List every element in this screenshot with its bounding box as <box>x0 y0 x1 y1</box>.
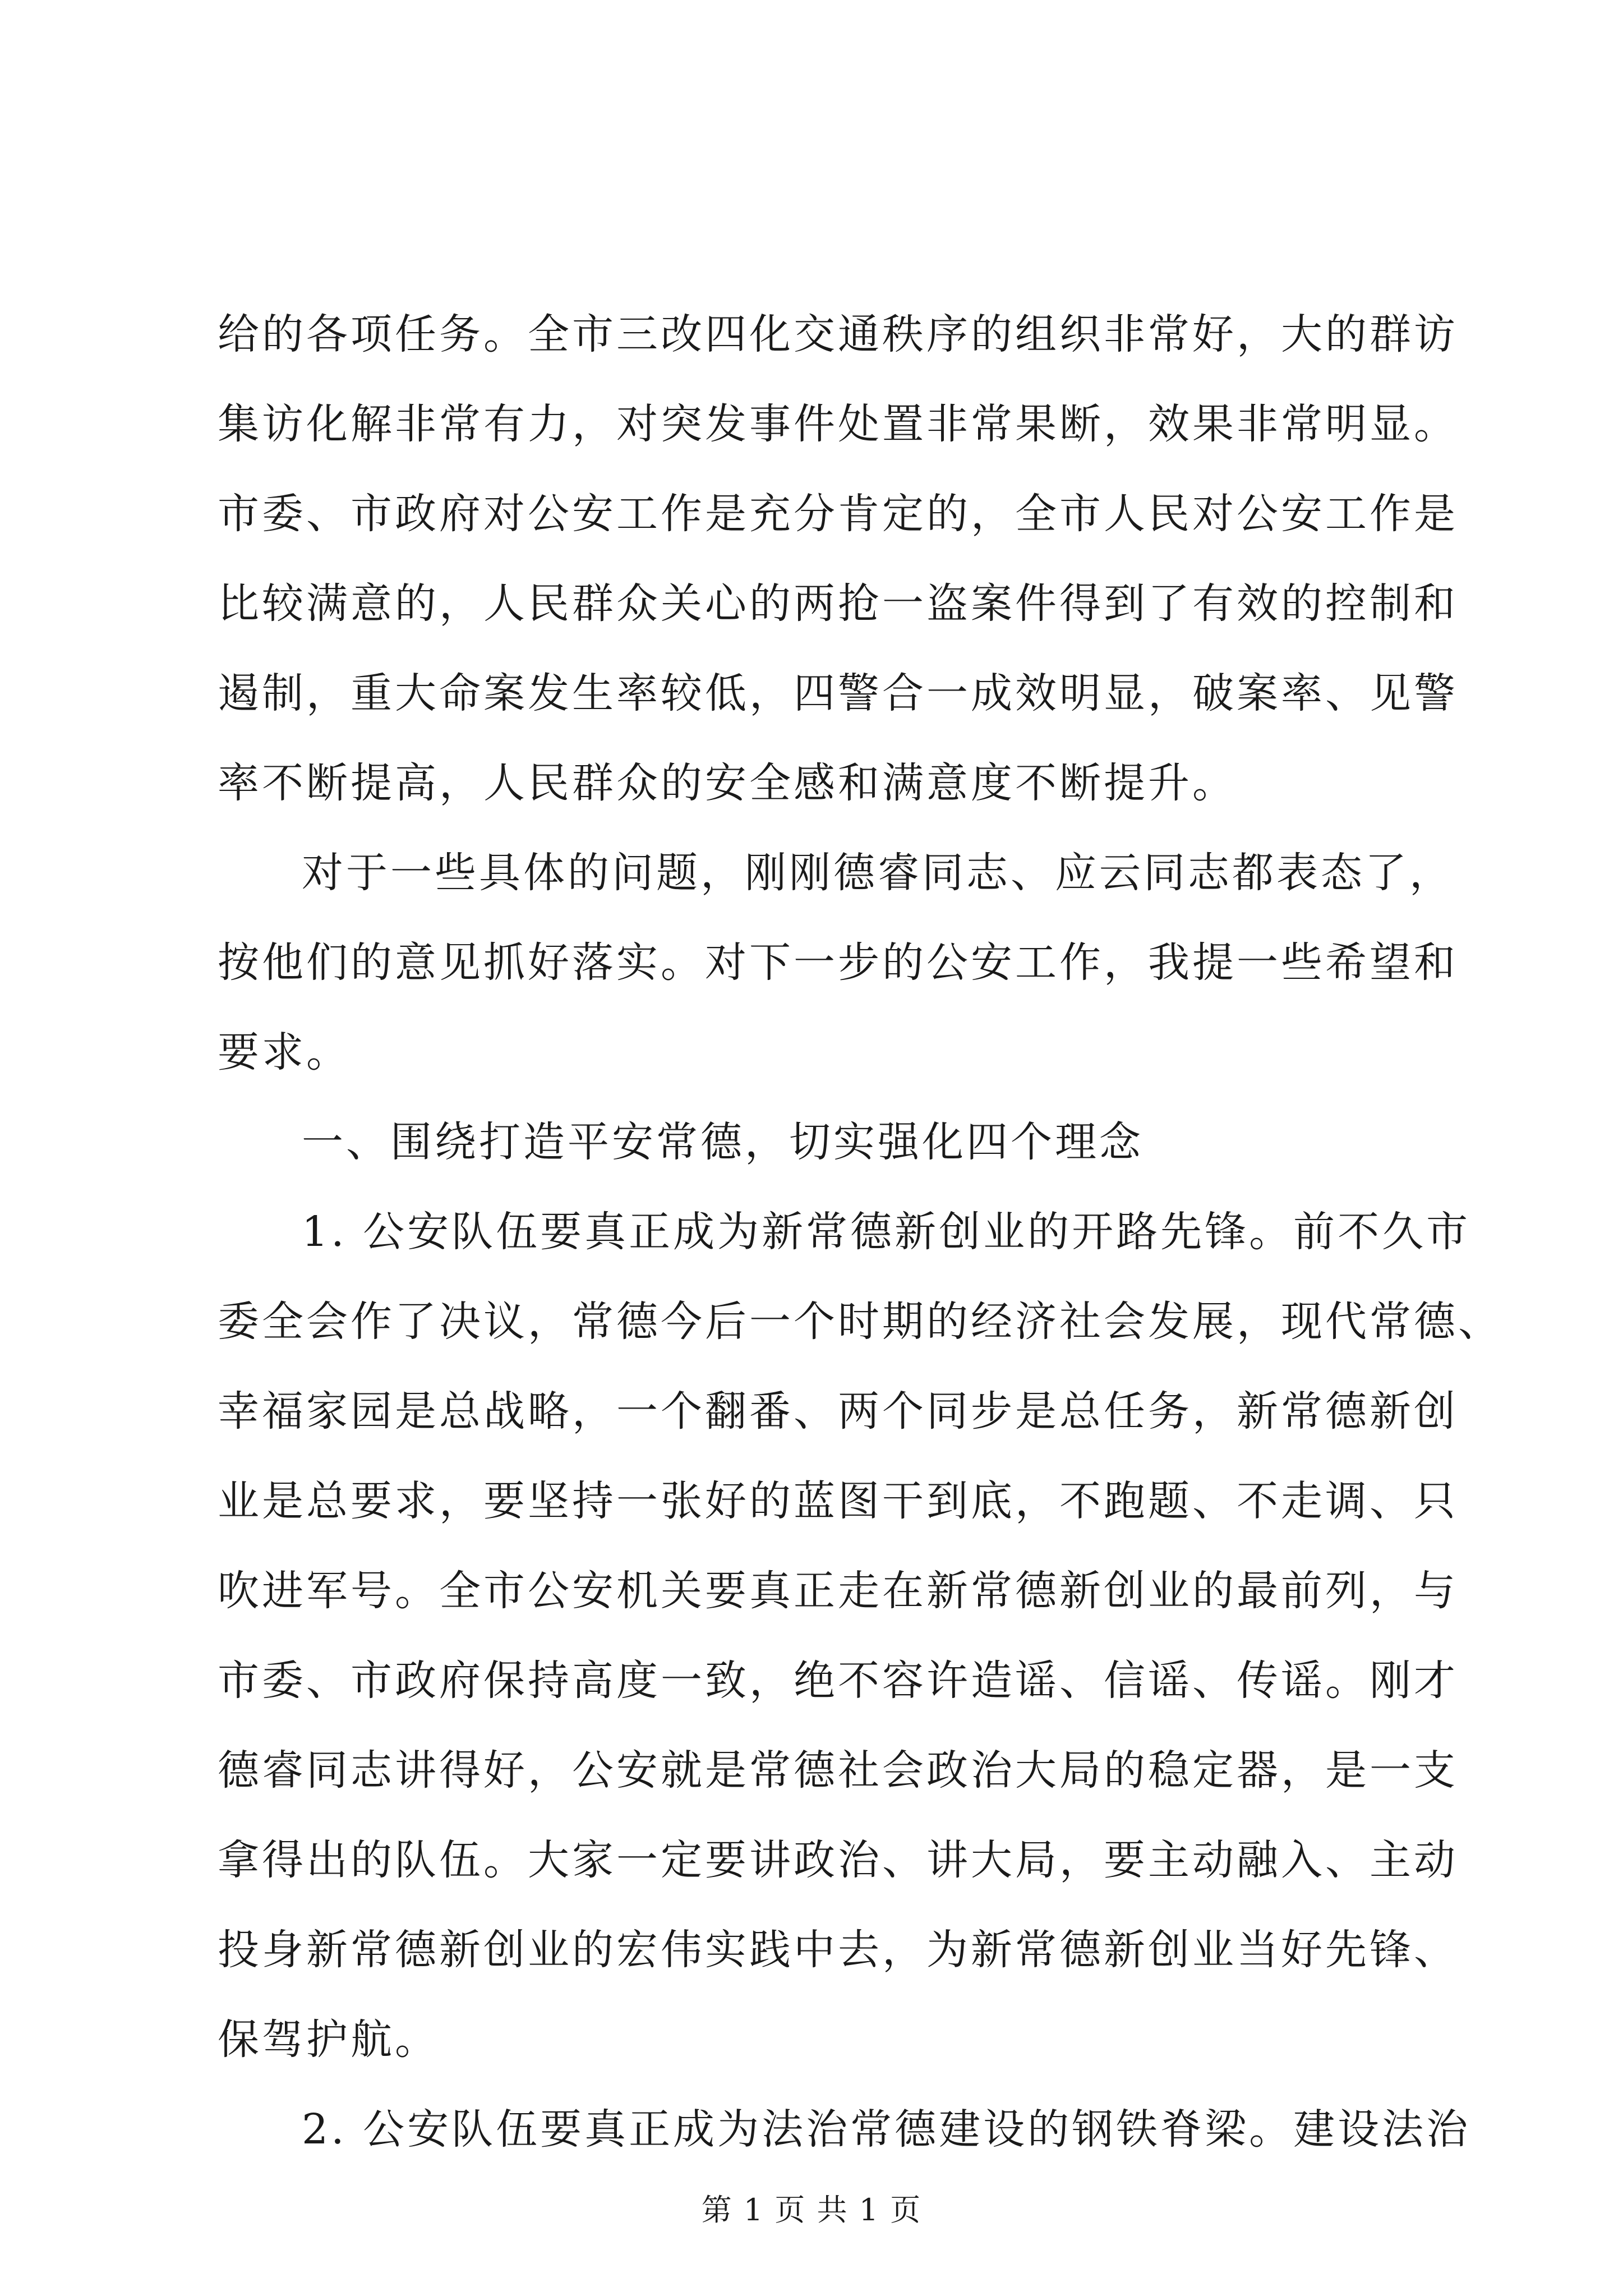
text-line: 要求。 <box>218 1028 351 1076</box>
section-heading: 一、围绕打造平安常德，切实强化四个理念 <box>302 1118 1144 1166</box>
text-line: 幸福家园是总战略，一个翻番、两个同步是总任务，新常德新创 <box>218 1387 1458 1435</box>
text-line: 投身新常德新创业的宏伟实践中去，为新常德新创业当好先锋、 <box>218 1926 1458 1974</box>
text-line: 1. 公安队伍要真正成为新常德新创业的开路先锋。前不久市 <box>302 1208 1471 1256</box>
text-line: 业是总要求，要坚持一张好的蓝图干到底，不跑题、不走调、只 <box>218 1477 1458 1525</box>
text-line: 比较满意的，人民群众关心的两抢一盗案件得到了有效的控制和 <box>218 579 1458 628</box>
text-line: 市委、市政府保持高度一致，绝不容许造谣、信谣、传谣。刚才 <box>218 1657 1458 1705</box>
text-line: 率不断提高，人民群众的安全感和满意度不断提升。 <box>218 759 1237 807</box>
text-line: 遏制，重大命案发生率较低，四警合一成效明显，破案率、见警 <box>218 669 1458 717</box>
text-line: 对于一些具体的问题，刚刚德睿同志、应云同志都表态了， <box>302 849 1454 897</box>
text-line: 拿得出的队伍。大家一定要讲政治、讲大局，要主动融入、主动 <box>218 1836 1458 1884</box>
text-line: 吹进军号。全市公安机关要真正走在新常德新创业的最前列，与 <box>218 1567 1458 1615</box>
text-line: 德睿同志讲得好，公安就是常德社会政治大局的稳定器，是一支 <box>218 1746 1458 1795</box>
text-line: 给的各项任务。全市三改四化交通秩序的组织非常好，大的群访 <box>218 310 1458 358</box>
page-footer: 第 1 页 共 1 页 <box>701 2192 922 2228</box>
text-line: 市委、市政府对公安工作是充分肯定的，全市人民对公安工作是 <box>218 490 1458 538</box>
text-line: 2. 公安队伍要真正成为法治常德建设的钢铁脊梁。建设法治 <box>302 2105 1471 2154</box>
text-line: 保驾护航。 <box>218 2016 439 2064</box>
text-line: 按他们的意见抓好落实。对下一步的公安工作，我提一些希望和 <box>218 938 1458 987</box>
text-line: 委全会作了决议，常德今后一个时期的经济社会发展，现代常德、 <box>218 1297 1502 1346</box>
text-line: 集访化解非常有力，对突发事件处置非常果断，效果非常明显。 <box>218 400 1458 448</box>
